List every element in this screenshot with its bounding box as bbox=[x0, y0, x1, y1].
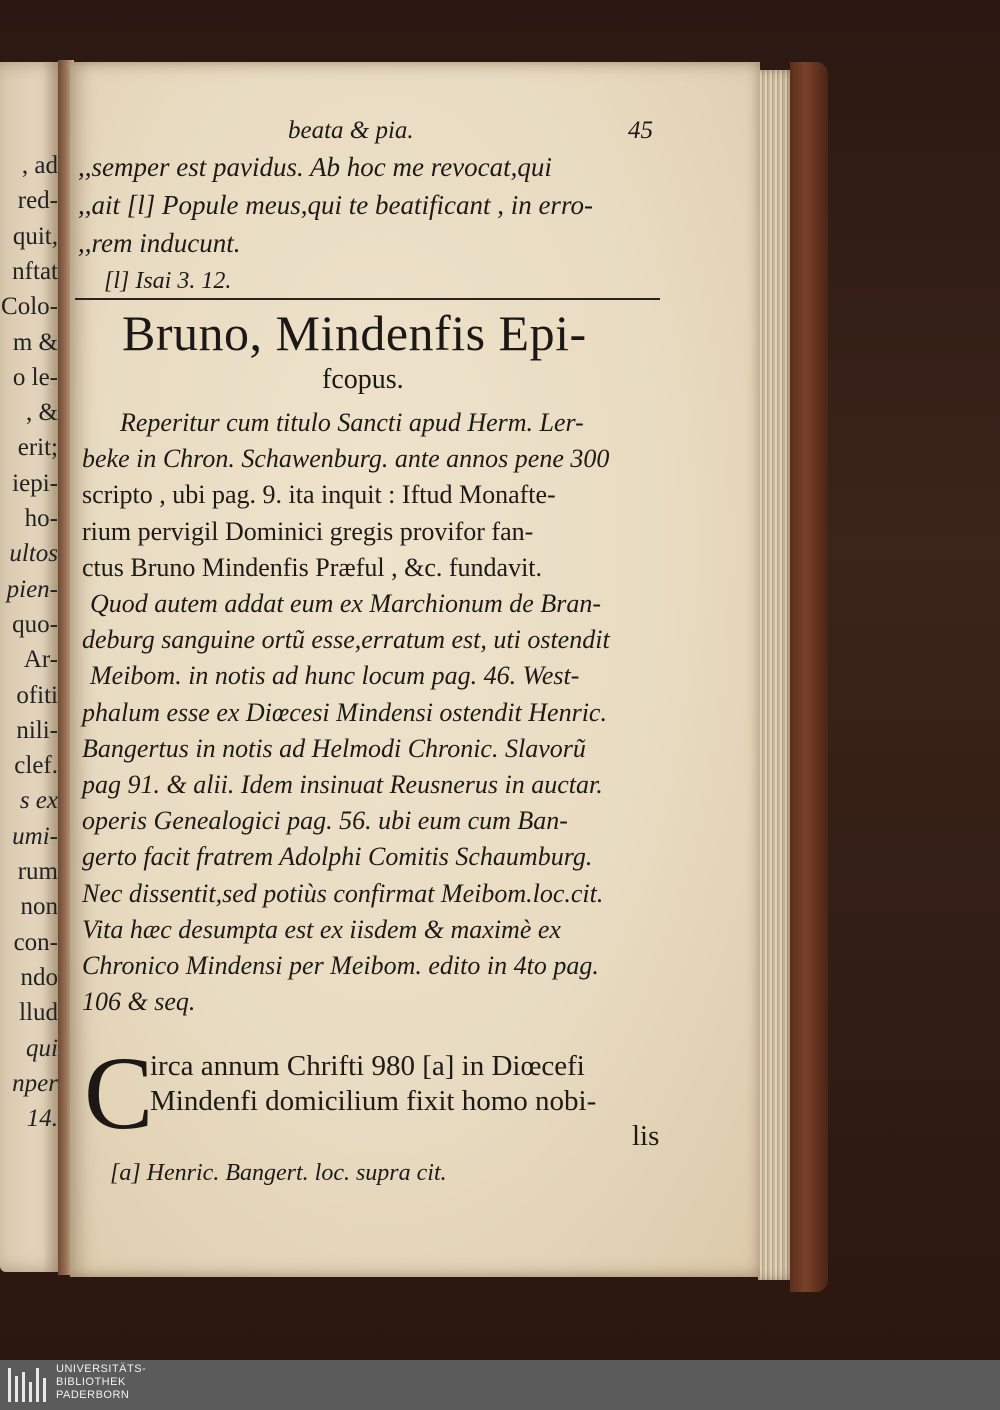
library-logo-text: UNIVERSITÄTS- BIBLIOTHEK PADERBORN bbox=[56, 1363, 147, 1401]
text-line: ,,rem inducunt. bbox=[78, 228, 241, 258]
text-line: ,,ait [l] Popule meus,qui te beatificant , in erro- bbox=[78, 190, 593, 220]
note-line: [l] Isai 3. 12. bbox=[104, 268, 232, 294]
body-text-line: ctus Bruno Mindenfis Præful , &c. fundavit. bbox=[82, 552, 543, 582]
body-text-line: Nec dissentit,sed potiùs confirmat Meibom.loc.cit. bbox=[82, 878, 604, 908]
running-head: beata & pia. bbox=[288, 117, 414, 144]
left-page-line: Ar- bbox=[23, 646, 58, 674]
left-page-line: o le- bbox=[12, 363, 58, 391]
left-page-line: s ex bbox=[19, 787, 58, 815]
left-page-line: nftat bbox=[12, 257, 58, 285]
body-text-line: Bangertus in notis ad Helmodi Chronic. Slavorũ bbox=[82, 733, 586, 763]
left-page-line: clef. bbox=[14, 752, 58, 780]
left-page-line: iepi- bbox=[12, 469, 58, 497]
footer-bar bbox=[0, 1360, 1000, 1410]
section-rule bbox=[75, 298, 660, 300]
text-line: ,,semper est pavidus. Ab hoc me revocat,qui bbox=[78, 152, 552, 182]
left-page-line: , ad bbox=[21, 152, 58, 179]
left-page-line: non bbox=[20, 893, 58, 921]
left-page-line: umi- bbox=[12, 822, 58, 850]
left-page-line: nper bbox=[12, 1069, 58, 1097]
left-page-line: con- bbox=[13, 928, 58, 956]
left-page-line: ho- bbox=[24, 505, 58, 532]
body-text-line: gerto facit fratrem Adolphi Comitis Schaumburg. bbox=[82, 842, 593, 872]
left-page-line: quit, bbox=[12, 222, 58, 250]
left-page-line: ofiti bbox=[16, 681, 58, 709]
chapter-subtitle: fcopus. bbox=[322, 364, 404, 395]
body-text-line: deburg sanguine ortũ esse,erratum est, uti ostendit bbox=[82, 625, 610, 655]
left-facing-page bbox=[0, 62, 62, 1272]
body-text-line: Chronico Mindensi per Meibom. edito in 4to pag. bbox=[82, 951, 599, 980]
body-text-line: phalum esse ex Diœcesi Mindensi ostendit Henric. bbox=[82, 697, 607, 727]
left-page-line: llud bbox=[19, 999, 58, 1027]
left-page-line: rum bbox=[17, 858, 58, 885]
left-page-line: m & bbox=[12, 328, 58, 356]
left-page-line: red- bbox=[17, 187, 58, 215]
left-page-line: 14. bbox=[26, 1105, 58, 1133]
book-cover-edge bbox=[790, 62, 828, 1292]
drop-capital: C bbox=[84, 1036, 154, 1151]
chapter-title: Bruno, Mindenfis Epi- bbox=[122, 305, 587, 361]
text-line: irca annum Chrifti 980 [a] in Diœcefi bbox=[150, 1050, 585, 1082]
left-page-line: , & bbox=[26, 399, 58, 427]
page-number: 45 bbox=[628, 117, 653, 144]
library-logo-icon bbox=[8, 1368, 50, 1402]
body-text-line: rium pervigil Dominici gregis provifor fan- bbox=[82, 516, 534, 546]
left-page-line: qui bbox=[26, 1034, 58, 1062]
left-page-line: quo- bbox=[12, 610, 58, 638]
body-text-line: Meibom. in notis ad hunc locum pag. 46. West- bbox=[90, 661, 580, 691]
left-page-line: ultos bbox=[9, 540, 58, 568]
left-page-line: erit; bbox=[17, 434, 58, 462]
left-page-line: nili- bbox=[16, 716, 58, 744]
text-line: Mindenfi domicilium fixit homo nobi- bbox=[150, 1085, 597, 1117]
body-text-line: Vita hæc desumpta est ex iisdem & maximè ex bbox=[82, 914, 561, 944]
body-text-line: Quod autem addat eum ex Marchionum de Bran- bbox=[90, 589, 601, 618]
body-text-line: pag 91. & alii. Idem insinuat Reusnerus in auctar. bbox=[82, 770, 603, 799]
footnote: [a] Henric. Bangert. loc. supra cit. bbox=[110, 1160, 447, 1186]
body-text-line: scripto , ubi pag. 9. ita inquit : Iftud Monafte- bbox=[82, 480, 556, 510]
left-page-line: Colo- bbox=[1, 293, 58, 321]
body-text-line: Reperitur cum titulo Sancti apud Herm. Ler- bbox=[120, 408, 584, 437]
catchword: lis bbox=[632, 1120, 660, 1152]
body-text-line: operis Genealogici pag. 56. ubi eum cum Ban- bbox=[82, 806, 568, 836]
body-text-line: beke in Chron. Schawenburg. ante annos pene 300 bbox=[82, 444, 610, 474]
left-page-line: ndo bbox=[20, 963, 58, 991]
body-text-line: 106 & seq. bbox=[82, 987, 196, 1017]
left-page-line: pien- bbox=[6, 575, 58, 603]
